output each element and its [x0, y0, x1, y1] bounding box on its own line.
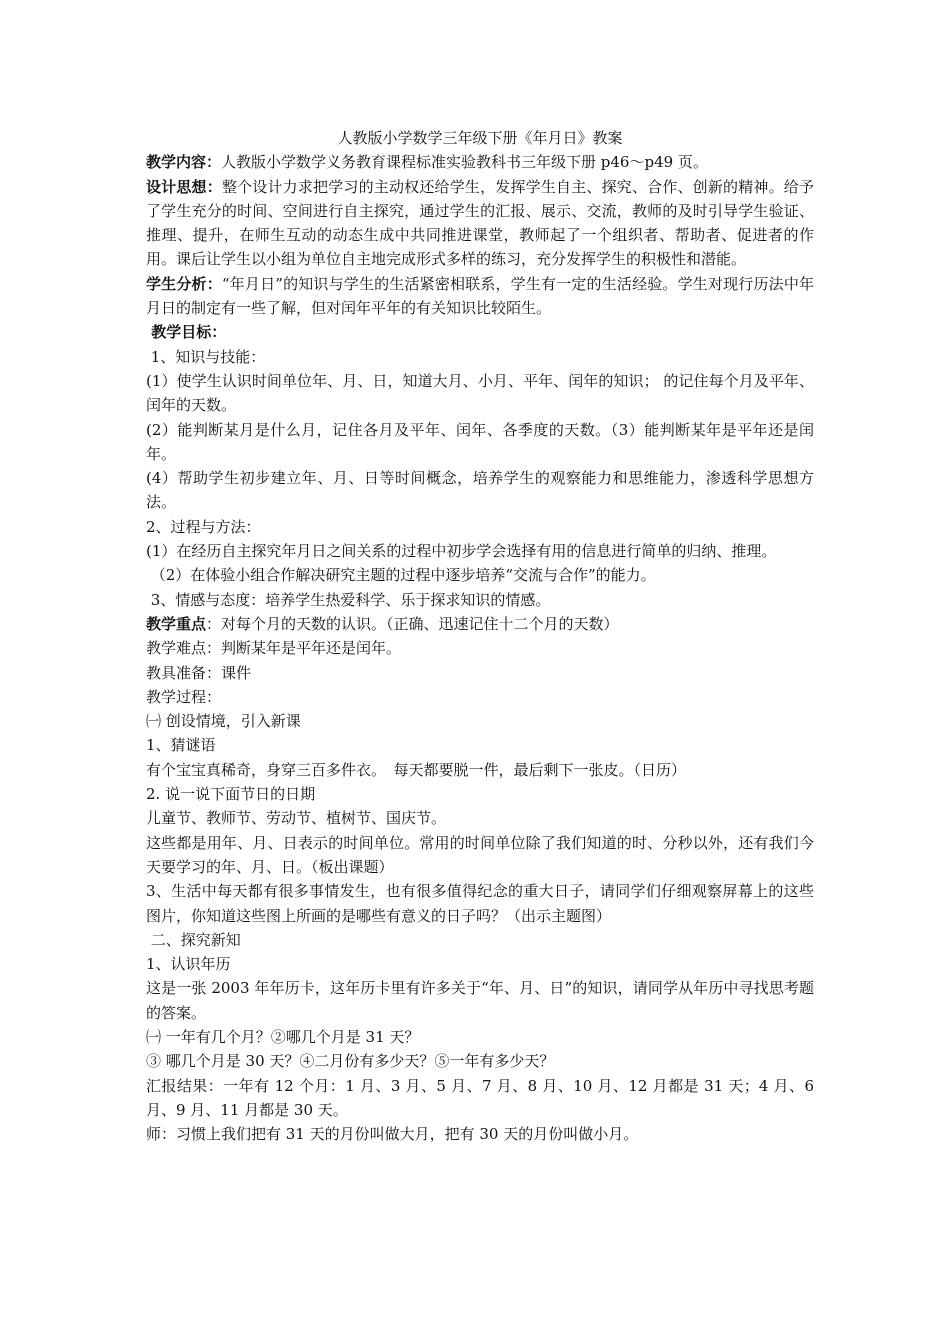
teacher-text: 师：习惯上我们把有 31 天的月份叫做大月，把有 30 天的月份叫做小月。: [146, 1125, 639, 1144]
goal-2-heading: 2、过程与方法：: [146, 517, 261, 536]
design-thought-text: 整个设计力求把学习的主动权还给学生，发挥学生自主、探究、合作、创新的精神。给予了学生充分的时间、空间进行自主探究，通过学生的汇报、展示、交流，教师的及时引导学生验证、推理、提升，在师生互动的动态生成中共同推进课堂，教师起了一个组织者、帮助者、促进者的作用。课后让学生以小组为单位自主地完成形式多样的练习，充分发挥学生的积极性和潜能。: [146, 177, 814, 269]
question-line-1: ㈠ 一年有几个月？②哪几个月是 31 天？: [146, 1027, 420, 1046]
teaching-difficulty: 教学难点：判断某年是平年还是闰年。: [146, 639, 402, 658]
step-2-heading: 二、探究新知: [146, 930, 241, 949]
teaching-key-text: ：对每个月的天数的认识。（正确、迅速记住十二个月的天数）: [206, 614, 619, 633]
student-analysis: [146, 272, 814, 321]
teaching-content-label: 教学内容：: [146, 153, 222, 172]
riddle-text: 有个宝宝真稀奇，身穿三百多件衣。 每天都要脱一件，最后剩下一张皮。（日历）: [146, 760, 687, 779]
festival-heading: 2. 说一说下面节日的日期: [146, 785, 316, 804]
goal-1-item-2: (2）能判断某月是什么月，记住各月及平年、闰年、各季度的天数。（3）能判断某年是平年还是闰年。: [146, 420, 814, 463]
design-thought: [146, 175, 814, 272]
goal-1-item-1: (1）使学生认识时间单位年、月、日，知道大月、小月、平年、闰年的知识； 的记住每个月及平年、闰年的天数。: [146, 371, 814, 415]
design-thought-label: 设计思想：: [146, 177, 222, 196]
goal-1-heading: 1、知识与技能：: [146, 347, 266, 366]
teaching-process: 教学过程：: [146, 687, 222, 706]
goal-3-heading: 3、情感与态度：培养学生热爱科学、乐于探求知识的情感。: [146, 590, 551, 609]
report-text: 汇报结果：一年有 12 个月：1 月、3 月、5 月、7 月、8 月、10 月、12 月都是 31 天；4 月、6 月、9 月、11 月都是 30 天。: [146, 1076, 814, 1119]
document-title: 人教版小学数学三年级下册《年月日》教案: [337, 129, 623, 147]
student-analysis-text: “年月日”的知识与学生的生活紧密相联系，学生有一定的生活经验。学生对现行历法中年月日的制定有一些了解，但对闰年平年的有关知识比较陌生。: [146, 274, 814, 318]
events-text: 3、生活中每天都有很多事情发生，也有很多值得纪念的重大日子，请同学们仔细观察屏幕上的这些图片，你知道这些图上所画的是哪些有意义的日子吗？（出示主题图）: [146, 882, 814, 925]
document-page: [146, 126, 814, 1146]
festival-list: 儿童节、教师节、劳动节、植树节、国庆节。: [146, 809, 447, 828]
time-units-text: 这些都是用年、月、日表示的时间单位。常用的时间单位除了我们知道的时、分秒以外，还有我们今天要学习的年、月、日。（板出课题）: [146, 833, 814, 876]
student-analysis-label: 学生分析：: [146, 274, 222, 293]
calendar-heading: 1、认识年历: [146, 955, 231, 974]
teaching-key-point: [146, 612, 814, 636]
teaching-tools: 教具准备：课件: [146, 663, 252, 682]
goals-heading: 教学目标：: [146, 323, 227, 342]
question-line-2: ③ 哪几个月是 30 天？④二月份有多少天？⑤一年有多少天？: [146, 1052, 555, 1071]
goal-1-item-4: (4）帮助学生初步建立年、月、日等时间概念，培养学生的观察能力和思维能力，渗透科学思想方法。: [146, 469, 814, 512]
goal-2-item-1: (1）在经历自主探究年月日之间关系的过程中初步学会选择有用的信息进行简单的归纳、推理。: [146, 542, 777, 561]
teaching-key-label: 教学重点: [146, 614, 207, 633]
goal-2-item-2: （2）在体验小组合作解决研究主题的过程中逐步培养“交流与合作”的能力。: [146, 566, 656, 585]
riddle-heading: 1、猜谜语: [146, 736, 216, 755]
teaching-content-text: 人教版小学数学义务教育课程标准实验教科书三年级下册 p46～p49 页。: [221, 153, 708, 172]
calendar-text: 这是一张 2003 年年历卡，这年历卡里有许多关于“年、月、日”的知识，请同学从年历中寻找思考题的答案。: [146, 979, 814, 1022]
step-1-heading: ㈠ 创设情境，引入新课: [146, 712, 301, 731]
teaching-content: [146, 150, 814, 174]
